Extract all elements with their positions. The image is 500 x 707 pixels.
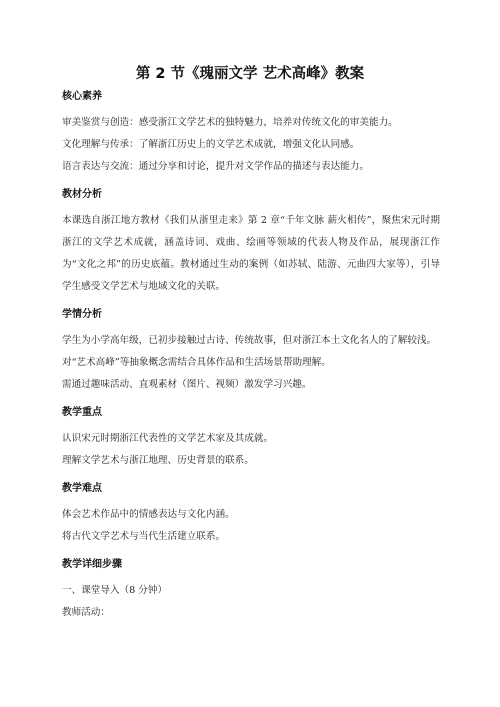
core-literacy-item: 文化理解与传承：了解浙江历史上的文学艺术成就，增强文化认同感。 bbox=[62, 139, 360, 150]
textbook-analysis-paragraph: 本课选自浙江地方教材《我们从浙里走来》第 2 章“千年文脉 薪火相传”，聚焦宋元时期浙江的文学艺术成就，涵盖诗词、戏曲、绘画等领域的代表人物及作品，展现浙江作为“文化之邦”的历史底蕴。教材通过生动的案例（如苏轼、陆游、元曲四大家等），引导学生感受文学艺术与地域文化的关联。 bbox=[62, 215, 440, 292]
student-analysis-line: 对“艺术高峰”等抽象概念需结合具体作品和生活场景帮助理解。 bbox=[62, 357, 331, 368]
teaching-step-line: 一、课堂导入（8 分钟） bbox=[62, 585, 168, 596]
section-heading-student-analysis: 学情分析 bbox=[62, 309, 102, 320]
student-analysis-paragraph: 学生为小学高年级，已初步接触过古诗、传统故事，但对浙江本土文化名人的了解较浅。 bbox=[62, 335, 437, 346]
section-heading-core-literacy: 核心素养 bbox=[62, 91, 102, 102]
student-analysis-line: 需通过趣味活动、直观素材（图片、视频）激发学习兴趣。 bbox=[62, 379, 312, 390]
core-literacy-item: 审美鉴赏与创造：感受浙江文学艺术的独特魅力，培养对传统文化的审美能力。 bbox=[62, 117, 398, 128]
core-literacy-item: 语言表达与交流：通过分享和讨论，提升对文学作品的描述与表达能力。 bbox=[62, 161, 369, 172]
section-heading-textbook-analysis: 教材分析 bbox=[62, 189, 102, 200]
difficulty-item: 体会艺术作品中的情感表达与文化内涵。 bbox=[62, 509, 235, 520]
section-heading-teaching-steps: 教学详细步骤 bbox=[62, 559, 122, 570]
key-point-item: 认识宋元时期浙江代表性的文学艺术家及其成就。 bbox=[62, 433, 274, 444]
key-point-item: 理解文学艺术与浙江地理、历史背景的联系。 bbox=[62, 455, 254, 466]
lesson-body bbox=[62, 90, 440, 624]
section-heading-key-points: 教学重点 bbox=[62, 407, 102, 418]
teaching-step-line: 教师活动： bbox=[62, 607, 110, 618]
lesson-title: 第 2 节《瑰丽文学 艺术高峰》教案 bbox=[135, 66, 365, 82]
difficulty-item: 将古代文学艺术与当代生活建立联系。 bbox=[62, 531, 226, 542]
section-heading-difficulties: 教学难点 bbox=[62, 483, 102, 494]
